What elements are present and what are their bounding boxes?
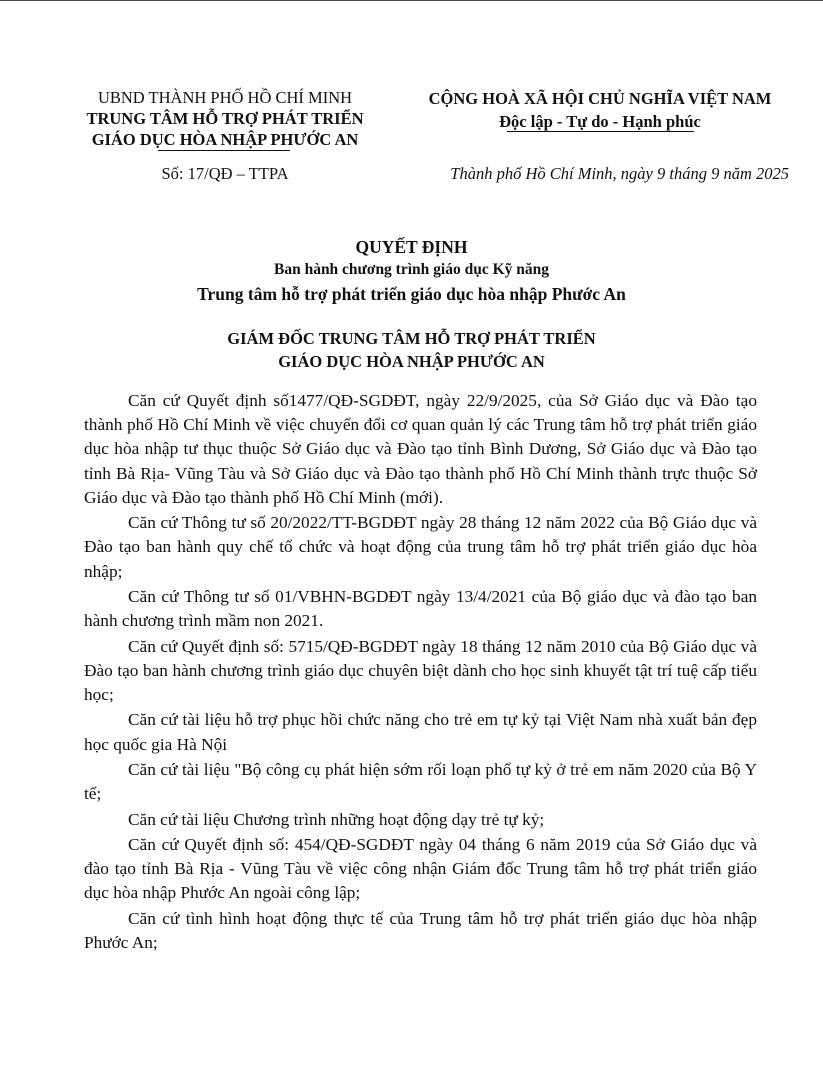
paragraph: Căn cứ tài liệu Chương trình những hoạt động dạy trẻ tự kỷ; <box>128 809 545 829</box>
authority-line2: GIÁO DỤC HÒA NHẬP PHƯỚC AN <box>278 352 545 371</box>
agency-parent: UBND THÀNH PHỐ HỒ CHÍ MINH <box>97 88 353 107</box>
paragraph: Căn cứ Quyết định số: 5715/QĐ-BGDĐT ngày 18 tháng 12 năm 2010 của Bộ Giáo dục và Đào tạo ban hành chương trình giáo dục chuyên biệt dành cho học sinh khuyết tật trí tuệ cấp tiểu học; <box>84 636 757 704</box>
motto-underline <box>507 131 694 132</box>
page-top-border <box>0 0 823 1</box>
national-motto <box>400 87 800 133</box>
title-organization: Trung tâm hỗ trợ phát triển giáo dục hòa nhập Phước An <box>197 284 626 304</box>
title-subject: Ban hành chương trình giáo dục Kỹ năng <box>273 261 549 278</box>
title-type: QUYẾT ĐỊNH <box>355 237 468 257</box>
issue-date: Thành phố Hồ Chí Minh, ngày 9 tháng 9 năm 2025 <box>450 164 789 183</box>
issuing-agency <box>70 87 380 150</box>
paragraph: Căn cứ Thông tư số 01/VBHN-BGDĐT ngày 13/4/2021 của Bộ giáo dục và đào tạo ban hành chương trình mầm non 2021. <box>84 587 757 631</box>
agency-name-line1: TRUNG TÂM HỖ TRỢ PHÁT TRIỂN <box>86 109 364 128</box>
paragraph: Căn cứ tình hình hoạt động thực tế của Trung tâm hỗ trợ phát triển giáo dục hòa nhập Phước An; <box>84 908 757 952</box>
issuing-authority <box>60 327 763 373</box>
paragraph: Căn cứ tài liệu hỗ trợ phục hồi chức năng cho trẻ em tự kỷ tại Việt Nam nhà xuất bản đẹp học quốc gia Hà Nội <box>84 710 757 754</box>
motto: Độc lập - Tự do - Hạnh phúc <box>499 112 701 131</box>
authority-line1: GIÁM ĐỐC TRUNG TÂM HỖ TRỢ PHÁT TRIỂN <box>227 329 596 348</box>
agency-underline <box>158 150 290 151</box>
document-number: Số: 17/QĐ – TTPA <box>161 164 289 183</box>
paragraph: Căn cứ Quyết định số: 454/QĐ-SGDĐT ngày 04 tháng 6 năm 2019 của Sở Giáo dục và đào tạo tỉnh Bà Rịa - Vũng Tàu về việc công nhận Giám đốc Trung tâm hỗ trợ phát triển giáo dục hòa nhập Phước An ngoài công lập; <box>84 834 757 903</box>
country-name: CỘNG HOÀ XÃ HỘI CHỦ NGHĨA VIỆT NAM <box>428 89 772 108</box>
document-title <box>60 236 763 306</box>
paragraph: Căn cứ Thông tư số 20/2022/TT-BGDĐT ngày 28 tháng 12 năm 2022 của Bộ Giáo dục và Đào tạo ban hành quy chế tổ chức và hoạt động của trung tâm hỗ trợ phát triển giáo dục hòa nhập; <box>84 513 757 581</box>
legal-basis <box>84 389 757 956</box>
paragraph: Căn cứ Quyết định số1477/QĐ-SGDĐT, ngày 22/9/2025, của Sở Giáo dục và Đào tạo thành phố Hồ Chí Minh về việc chuyển đổi cơ quan quản lý các Trung tâm hỗ trợ phát triển giáo dục hòa nhập tư thục thuộc Sở Giáo dục và Đào tạo tỉnh Bình Dương, Sở Giáo dục và Đào tạo tỉnh Bà Rịa- Vũng Tàu và Sở Giáo dục và Đào tạo thành phố Hồ Chí Minh thành trực thuộc Sở Giáo dục và Đào tạo thành phố Hồ Chí Minh (mới). <box>84 391 757 507</box>
paragraph: Căn cứ tài liệu "Bộ công cụ phát hiện sớm rối loạn phổ tự kỷ ở trẻ em năm 2020 của Bộ Y tế; <box>84 759 757 804</box>
agency-name-line2: GIÁO DỤC HÒA NHẬP PHƯỚC AN <box>91 130 359 149</box>
